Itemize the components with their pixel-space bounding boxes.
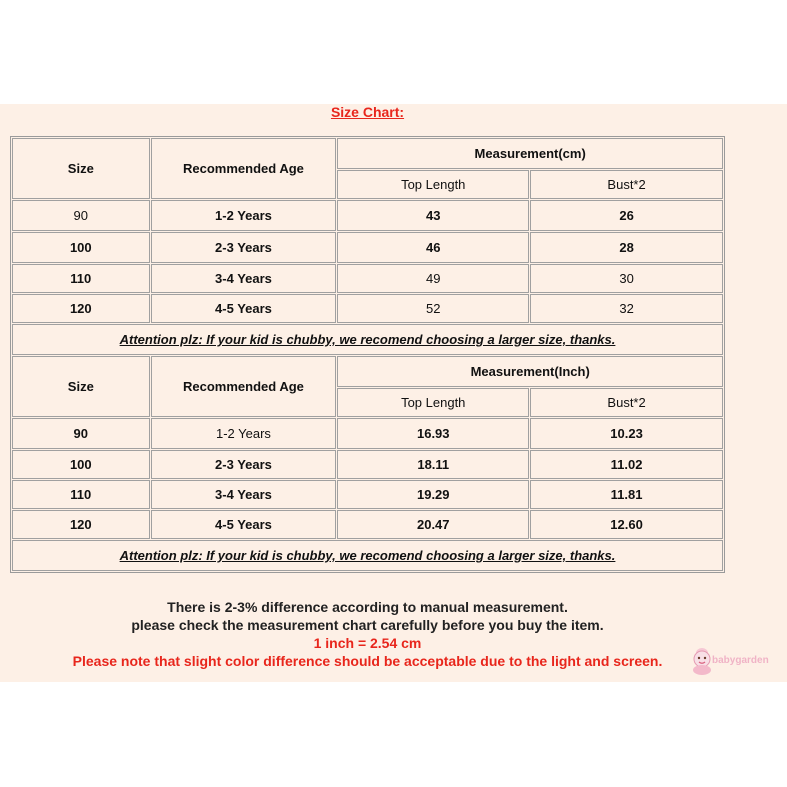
baby-face-icon [690,645,714,677]
cell-age: 4-5 Years [151,510,337,539]
header-size: Size [12,356,150,417]
header-top-length: Top Length [337,170,529,199]
cell-bust: 11.81 [530,480,723,509]
cell-age: 1-2 Years [151,200,337,231]
measurement-notes [0,598,735,670]
cell-top-length: 20.47 [337,510,529,539]
cell-bust: 32 [530,294,723,323]
cell-top-length: 19.29 [337,480,529,509]
cell-age: 3-4 Years [151,480,337,509]
header-recommended-age: Recommended Age [151,138,337,199]
cell-bust: 28 [530,232,723,263]
cell-top-length: 16.93 [337,418,529,449]
cell-size: 110 [12,480,150,509]
cell-size: 120 [12,294,150,323]
page-title: Size Chart: [330,104,405,120]
header-recommended-age: Recommended Age [151,356,337,417]
size-chart-panel [0,104,787,682]
cell-size: 120 [12,510,150,539]
size-table-cm [10,136,725,573]
table-row [12,264,723,293]
attention-note-cm: Attention plz: If your kid is chubby, we recomend choosing a larger size, thanks. [12,324,723,355]
logo-text: babygarden [712,655,769,666]
babygarden-logo [690,645,782,679]
cell-age: 3-4 Years [151,264,337,293]
table-row [12,510,723,539]
cell-top-length: 52 [337,294,529,323]
note-inch-conversion: 1 inch = 2.54 cm [313,635,422,651]
cell-bust: 11.02 [530,450,723,479]
header-size: Size [12,138,150,199]
note-color-difference: Please note that slight color difference should be acceptable due to the light and screen. [72,653,663,669]
table-row [12,418,723,449]
note-check-chart: please check the measurement chart carefully before you buy the item. [131,617,604,633]
cell-age: 1-2 Years [151,418,337,449]
cell-top-length: 43 [337,200,529,231]
cell-top-length: 49 [337,264,529,293]
cell-age: 2-3 Years [151,232,337,263]
header-measurement: Measurement(Inch) [337,356,723,387]
header-measurement: Measurement(cm) [337,138,723,169]
cell-top-length: 46 [337,232,529,263]
cell-bust: 10.23 [530,418,723,449]
table-row [12,450,723,479]
header-bust: Bust*2 [530,388,723,417]
header-top-length: Top Length [337,388,529,417]
cell-age: 2-3 Years [151,450,337,479]
attention-note-inch: Attention plz: If your kid is chubby, we recomend choosing a larger size, thanks. [12,540,723,571]
table-row [12,294,723,323]
table-row [12,480,723,509]
table-row [12,232,723,263]
note-difference: There is 2-3% difference according to manual measurement. [167,599,568,615]
cell-size: 90 [12,200,150,231]
cell-size: 90 [12,418,150,449]
cell-size: 100 [12,232,150,263]
cell-top-length: 18.11 [337,450,529,479]
cell-bust: 26 [530,200,723,231]
cell-bust: 30 [530,264,723,293]
cell-bust: 12.60 [530,510,723,539]
header-bust: Bust*2 [530,170,723,199]
cell-size: 100 [12,450,150,479]
cell-size: 110 [12,264,150,293]
table-row [12,200,723,231]
cell-age: 4-5 Years [151,294,337,323]
